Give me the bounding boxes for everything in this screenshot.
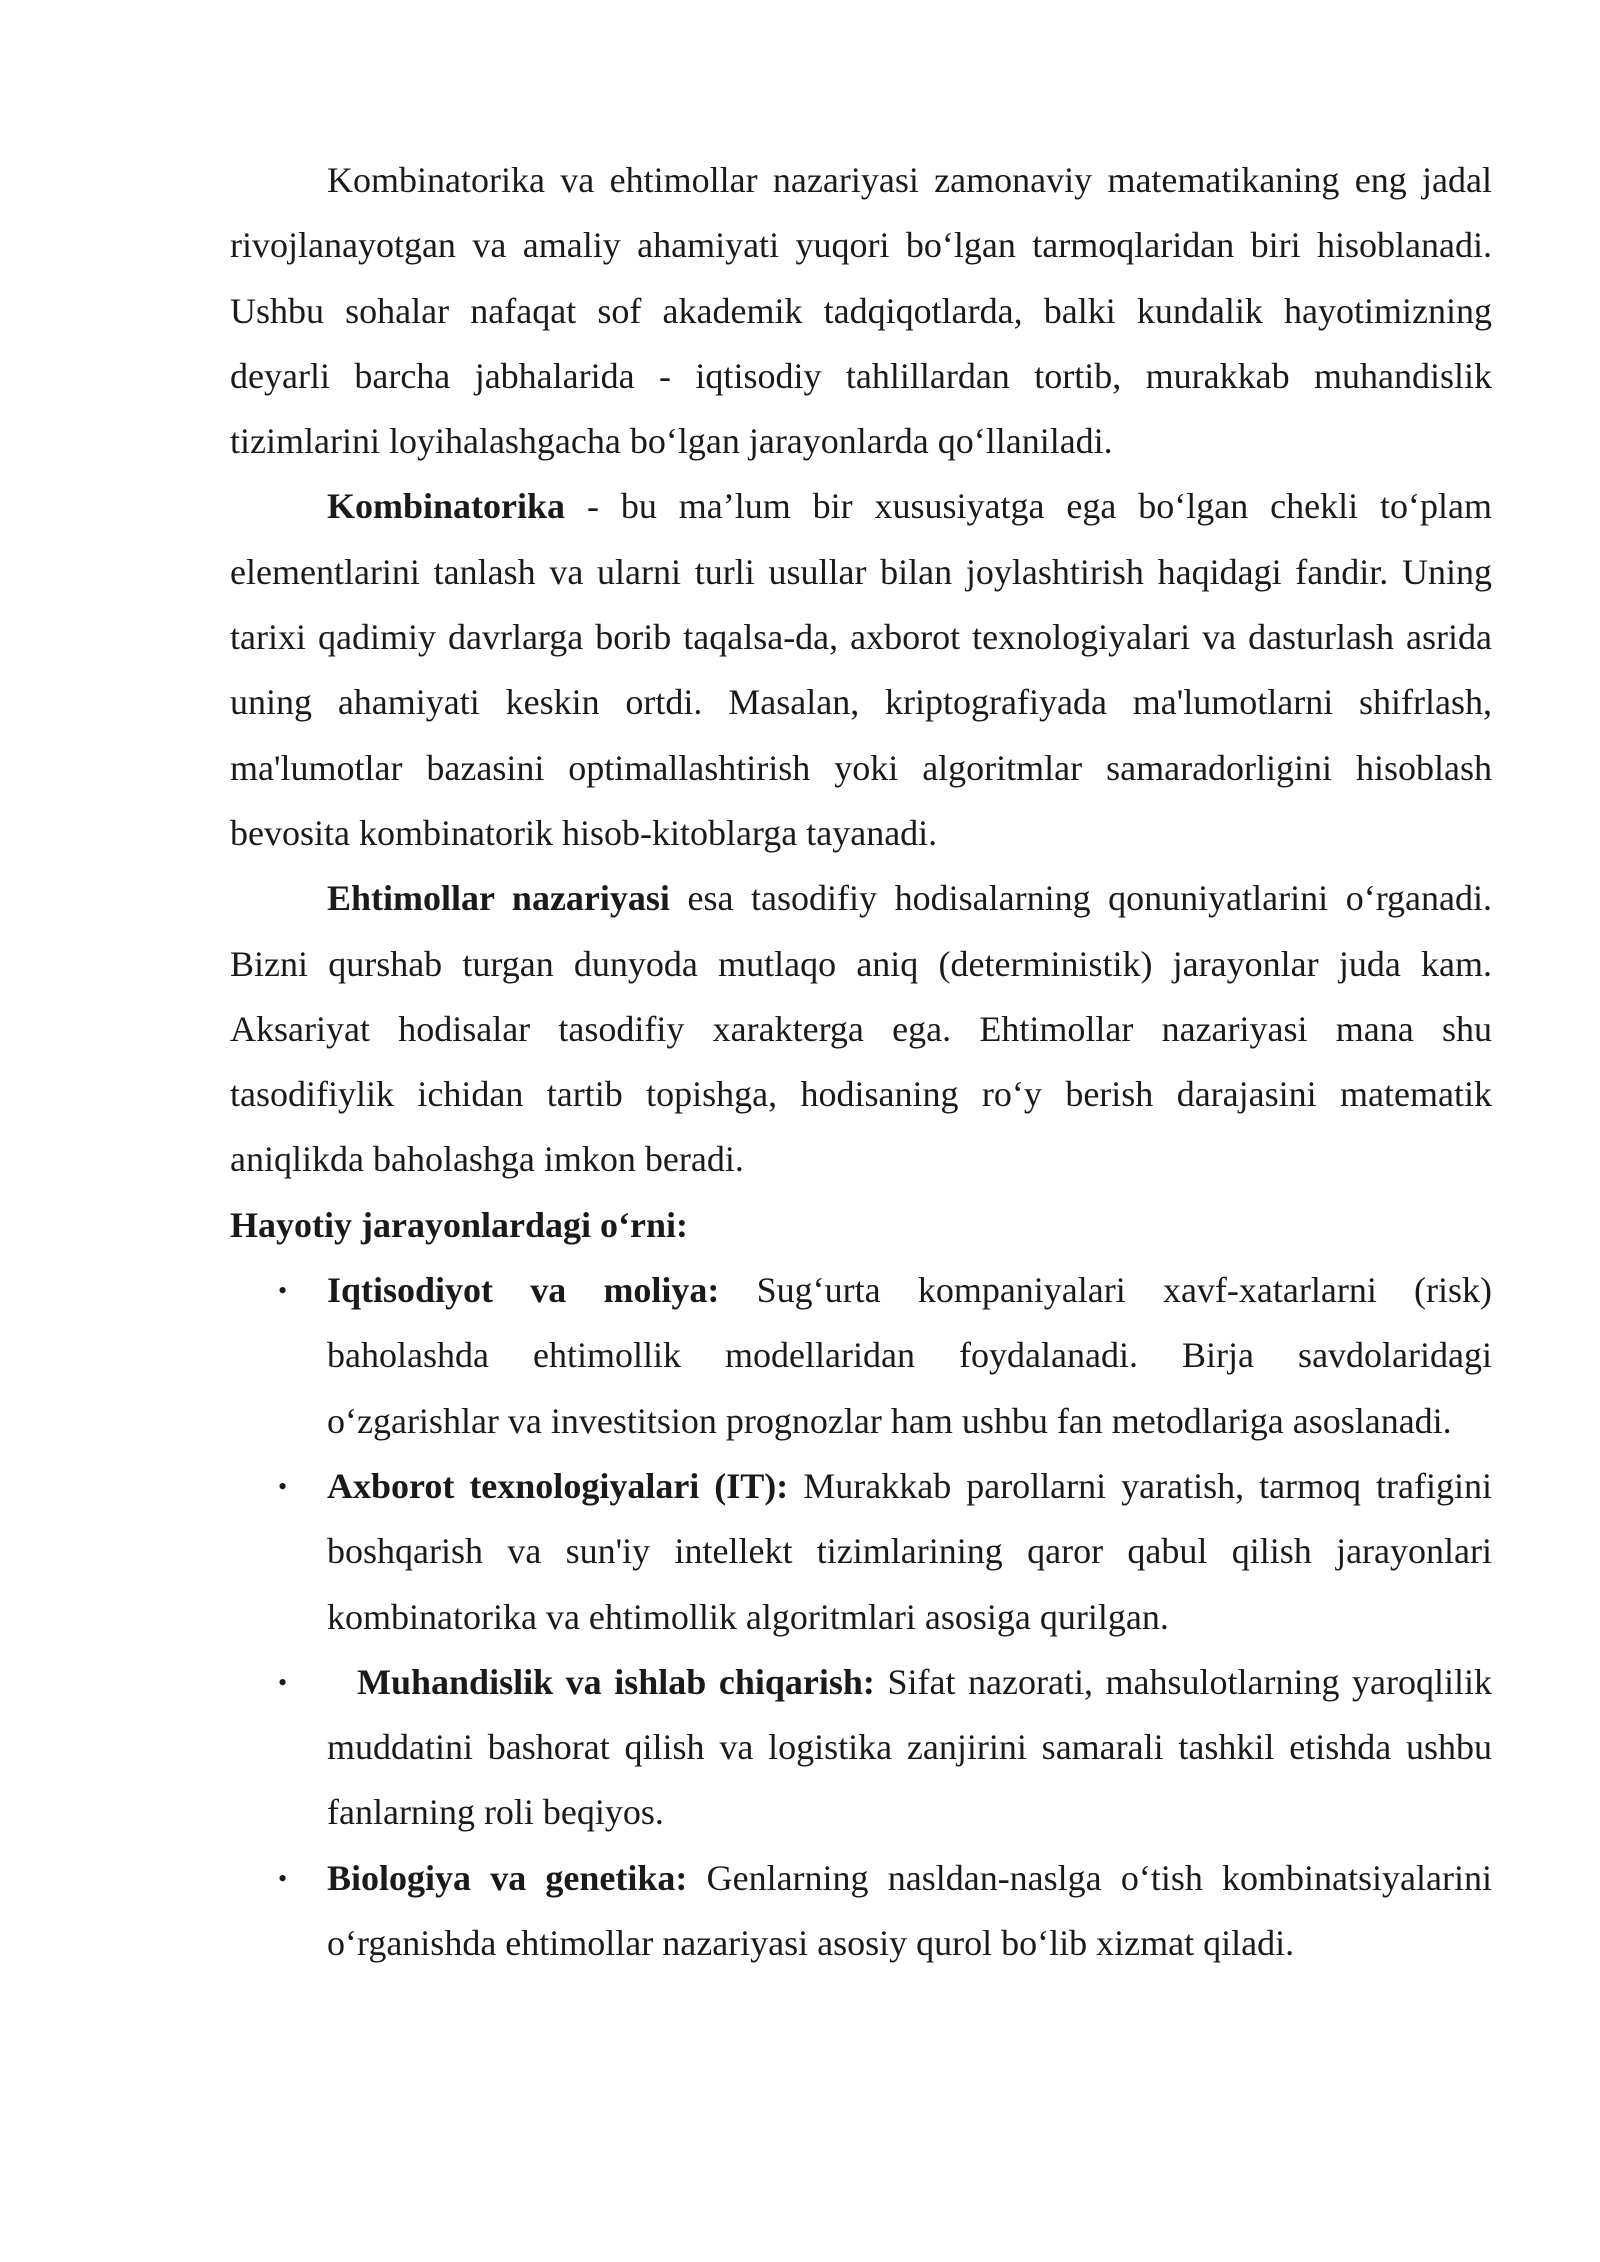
list-item-text: Genlarning nasldan-naslga o‘tish kombinatsiyalarini o‘rganishda ehtimollar nazariyasi asosiy qurol bo‘lib xizmat qiladi. bbox=[327, 1857, 1492, 1964]
section-heading: Hayotiy jarayonlardagi o‘rni: bbox=[230, 1204, 688, 1245]
list-item-term: Muhandislik va ishlab chiqarish: bbox=[357, 1661, 875, 1702]
applications-list bbox=[230, 1258, 1492, 1976]
probability-text: esa tasodifiy hodisalarning qonuniyatlarini o‘rganadi. Bizni qurshab turgan dunyoda mutlaqo aniq (deterministik) jarayonlar juda kam. Aksariyat hodisalar tasodifiy xarakterga ega. Ehtimollar nazariyasi mana shu tasodifiylik ichidan tartib topishga, hodisaning ro‘y berish darajasini matematik aniqlikda baholashga imkon beradi. bbox=[230, 878, 1492, 1180]
combinatorics-text: - bu ma’lum bir xususiyatga ega bo‘lgan chekli to‘plam elementlarini tanlash va ularni turli usullar bilan joylashtirish haqidagi fandir. Uning tarixi qadimiy davrlarga borib taqalsa-da, axborot texnologiyalari va dasturlash asrida uning ahamiyati keskin ortdi. Masalan, kriptografiyada ma'lumotlarni shifrlash, ma'lumotlar bazasini optimallashtirish yoki algoritmlar samaradorligini hisoblash bevosita kombinatorik hisob-kitoblarga tayanadi. bbox=[230, 486, 1492, 853]
list-item-text: Sug‘urta kompaniyalari xavf-xatarlarni (risk) baholashda ehtimollik modellaridan foydalanadi. Birja savdolaridagi o‘zgarishlar va investitsion prognozlar ham ushbu fan metodlariga asoslanadi. bbox=[327, 1270, 1492, 1441]
intro-paragraph: Kombinatorika va ehtimollar nazariyasi zamonaviy matematikaning eng jadal rivojlanayotgan va amaliy ahamiyati yuqori bo‘lgan tarmoqlaridan biri hisoblanadi. Ushbu sohalar nafaqat sof akademik tadqiqotlarda, balki kundalik hayotimizning deyarli barcha jabhalarida - iqtisodiy tahlillardan tortib, murakkab muhandislik tizimlarini loyihalashgacha bo‘lgan jarayonlarda qo‘llaniladi. bbox=[230, 160, 1492, 462]
bullet-icon: • bbox=[278, 1863, 288, 1893]
bullet-icon: • bbox=[278, 1276, 288, 1306]
list-item bbox=[230, 1454, 1492, 1650]
list-item bbox=[230, 1846, 1492, 1977]
list-item-term: Iqtisodiyot va moliya: bbox=[327, 1270, 720, 1311]
list-item-term: Axborot texnologiyalari (IT): bbox=[327, 1465, 789, 1506]
probability-paragraph bbox=[230, 866, 1492, 1192]
combinatorics-paragraph bbox=[230, 474, 1492, 866]
list-item-text: Murakkab parollarni yaratish, tarmoq trafigini boshqarish va sun'iy intellekt tizimlarining qaror qabul qilish jarayonlari kombinatorika va ehtimollik algoritmlari asosiga qurilgan. bbox=[327, 1465, 1493, 1637]
list-item-term: Biologiya va genetika: bbox=[327, 1857, 688, 1898]
combinatorics-term: Kombinatorika bbox=[327, 486, 566, 527]
list-item-text: Sifat nazorati, mahsulotlarning yaroqlilik muddatini bashorat qilish va logistika zanjirini samarali tashkil etishda ushbu fanlarning roli beqiyos. bbox=[327, 1661, 1493, 1833]
list-item bbox=[230, 1650, 1492, 1846]
bullet-icon: • bbox=[278, 1667, 288, 1697]
bullet-icon: • bbox=[278, 1471, 288, 1501]
document-body bbox=[230, 148, 1492, 1976]
list-item bbox=[230, 1258, 1492, 1454]
probability-term: Ehtimollar nazariyasi bbox=[327, 878, 670, 919]
